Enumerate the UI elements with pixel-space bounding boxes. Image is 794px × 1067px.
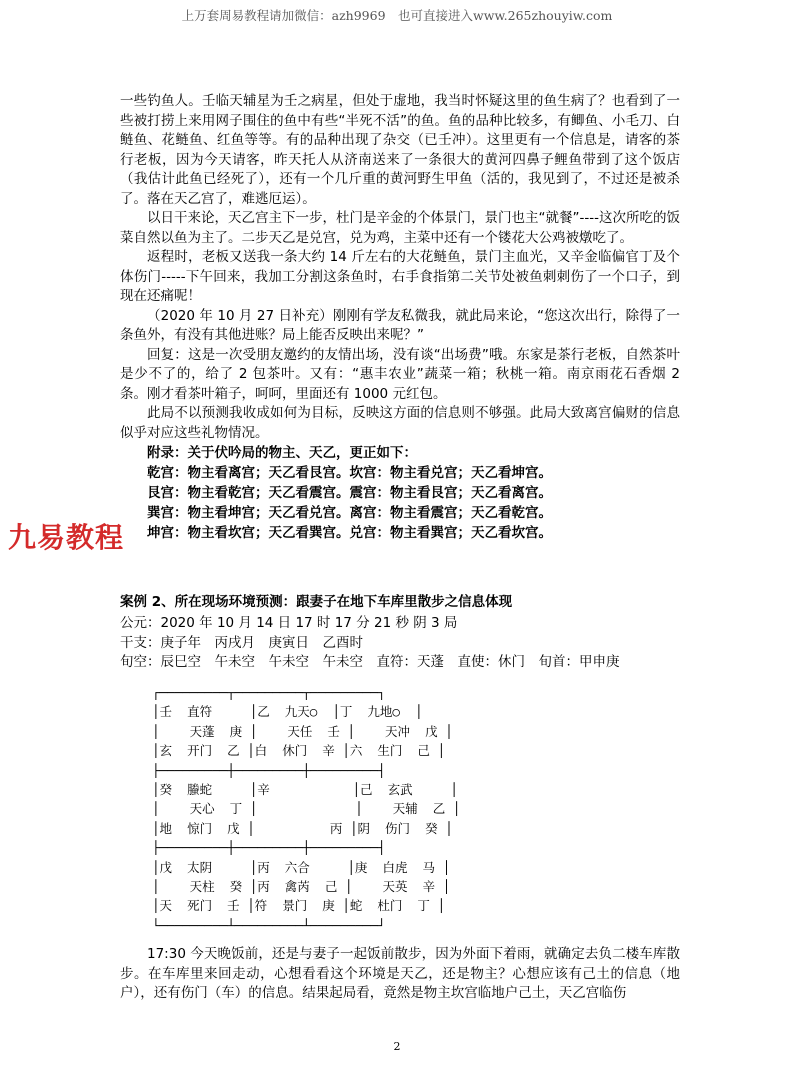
- appendix-line: 坤宫：物主看坎宫；天乙看巽宫。兑宫：物主看巽宫；天乙看坎宫。: [147, 525, 552, 541]
- paragraph: 17:30 今天晚饭前，还是与妻子一起饭前散步，因为外面下着雨，就确定去负二楼车库散步。在车库里来回走动，心想看看这个环境是天乙，还是物主？心想应该有己土的信息（地户），还有伤门（车）的信息。结果起局看，竟然是物主坎宫临地户己土，天乙宫临伤: [120, 946, 680, 1001]
- qimen-chart-grid: ┌─────────┬─────────┬─────────┐ │壬 直符 │乙 九天○ │丁 九地○ │ │ 天蓬 庚 │ 天任 壬 │ 天冲 戊 │ │玄 开门 乙 │白 休门 辛 │六 生门 己 │ ├─────────┼─────────┼─────────┤ │癸 螣蛇 │辛 │己 玄武 │ │ 天心 丁 │ │ 天辅 乙 │ │地 惊门 戊 │ 丙 │阴 伤门 癸 │ ├─────────┼─────────┼─────────┤ │戊 太阴 │丙 六合 │庚 白虎 马 │ │ 天柱 癸 │丙 禽芮 己 │ 天英 辛 │ │天 死门 壬 │符 景门 庚 │蛇 杜门 丁 │ └─────────┴─────────┴─────────┘: [152, 685, 461, 933]
- appendix-line: 艮宫：物主看乾宫；天乙看震宫。震宫：物主看艮宫；天乙看离宫。: [147, 485, 552, 501]
- body-text: [120, 92, 680, 543]
- case-title: 案例 2、所在现场环境预测：跟妻子在地下车库里散步之信息体现: [120, 594, 513, 610]
- case-info-line: 公元：2020 年 10 月 14 日 17 时 17 分 21 秒 阴 3 局: [120, 615, 458, 631]
- watermark-logo: 九易教程: [8, 521, 125, 554]
- case-info-line: 干支：庚子年 丙戌月 庚寅日 乙酉时: [120, 634, 363, 651]
- paragraph: （2020 年 10 月 27 日补充）刚刚有学友私微我，就此局来论，“您这次出行，除得了一条鱼外，有没有其他进账？局上能否反映出来呢？”: [120, 307, 680, 343]
- appendix-line: 乾宫：物主看离宫；天乙看艮宫。坎宫：物主看兑宫；天乙看坤宫。: [147, 465, 552, 481]
- after-chart-text: [120, 945, 680, 1004]
- page-header: 上万套周易教程请加微信：azh9969 也可直接进入www.265zhouyiw.com: [181, 8, 613, 23]
- paragraph: 此局不以预测我收成如何为目标，反映这方面的信息则不够强。此局大致离宫偏财的信息似乎对应这些礼物情况。: [120, 405, 680, 441]
- paragraph: 回复：这是一次受朋友邀约的友情出场，没有谈“出场费”哦。东家是茶行老板，自然茶叶是少不了的，给了 2 包茶叶。又有：“惠丰农业”蔬菜一箱；秋桃一箱。南京雨花石香烟 2 条。刚才看茶叶箱子，呵呵，里面还有 1000 元红包。: [120, 346, 680, 402]
- paragraph: 返程时，老板又送我一条大约 14 斤左右的大花鲢鱼，景门主血光，又辛金临偏官丁及个体伤门-----下午回来，我加工分割这条鱼时，右手食指第二关节处被鱼刺刺伤了一个口子，到现在还痛呢！: [120, 249, 680, 304]
- paragraph: 以日干来论，天乙宫主下一步，杜门是辛金的个体景门，景门也主“就餐”----这次所吃的饭菜自然以鱼为主了。二步天乙是兑宫，兑为鸡，主菜中还有一个镂花大公鸡被燉吃了。: [120, 210, 680, 246]
- paragraph: 一些钓鱼人。壬临天辅星为壬之病星，但处于虚地，我当时怀疑这里的鱼生病了？也看到了一些被打捞上来用网子围住的鱼中有些“半死不活”的鱼。鱼的品种比较多，有鲫鱼、小毛刀、白鲢鱼、花鲢鱼、红鱼等等。有的品种出现了杂交（已壬冲）。这里更有一个信息是，请客的茶行老板，因为今天请客，昨天托人从济南送来了一条很大的黄河四鼻子鲤鱼带到了这个饭店（我估计此鱼已经死了），还有一个几斤重的黄河野生甲鱼（活的，我见到了，不过还是被杀了。落在天乙宫了，难逃厄运）。: [120, 93, 680, 207]
- page-number: 2: [393, 1040, 401, 1053]
- case-info-line: 旬空：辰巳空 午未空 午未空 午未空 直符：天蓬 直使：休门 旬首：甲申庚: [120, 654, 620, 670]
- appendix-line: 巽宫：物主看坤宫；天乙看兑宫。离宫：物主看震宫；天乙看乾宫。: [147, 505, 552, 521]
- case-section: [120, 592, 680, 673]
- appendix-title: 附录：关于伏吟局的物主、天乙，更正如下：: [147, 445, 417, 461]
